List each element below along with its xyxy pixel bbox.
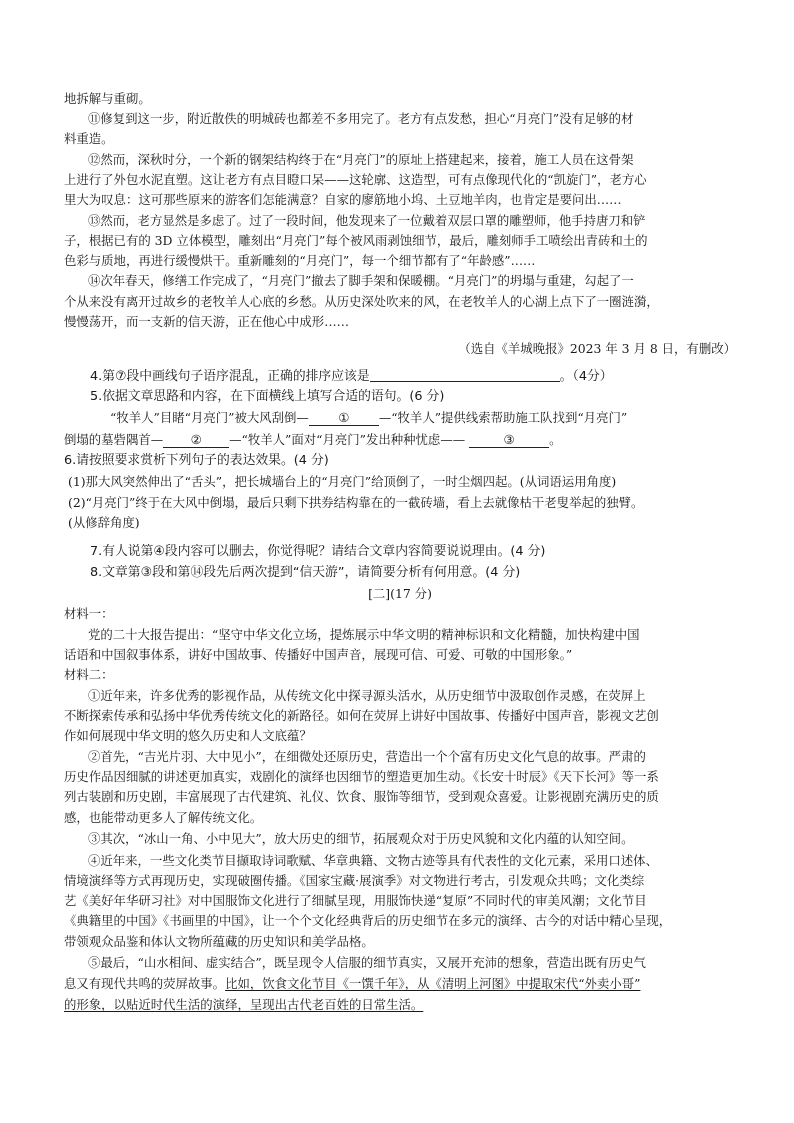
material-2-line: 带领观众品鉴和体认文物所蕴藏的历史知识和美学品格。 — [64, 934, 374, 949]
question-5-part-d: —“牧羊人”面对“月亮门”发出种种忧虑—— — [229, 432, 466, 447]
passage-source: （选自《羊城晚报》2023 年 3 月 8 日，有删改） — [458, 341, 736, 356]
question-6-sentence-2: (2)“月亮门”终于在大风中倒塌，最后只剩下拱券结构靠在的一截砖墙，看上去就像枯干老叟举起的独臂。 — [68, 495, 644, 510]
passage-para-12: ⑫然而，深秋时分，一个新的钢架结构终于在“月亮门”的原址上搭建起来，接着，施工人员在这骨架 — [88, 152, 634, 167]
answer-blank-5-3[interactable]: ③ — [469, 433, 549, 448]
material-2-para-2: ②首先，“吉光片羽、大中见小”，在细微处还原历史，营造出一个个富有历史文化气息的故事。严肃的 — [88, 749, 646, 764]
material-2-line: 感，也能带动更多人了解传统文化。 — [64, 810, 263, 825]
material-1-text: 话语和中国叙事体系，讲好中国故事、传播好中国声音，展现可信、可爱、可敬的中国形象。” — [64, 647, 573, 662]
question-4-points: 。（4分） — [559, 369, 613, 384]
question-5-end: 。 — [549, 432, 562, 447]
material-1-text: 党的二十大报告提出：“坚守中华文化立场，提炼展示中华文明的精神标识和文化精髓，加快构建中国 — [88, 627, 640, 642]
material-2-line: 《典籍里的中国》《书画里的中国》，让一个个文化经典背后的历史细节在多元的演绎、古今的对话中精心呈现， — [64, 913, 672, 928]
passage-line: 子，根据已有的 3D 立体模型，雕刻出“月亮门”每个被风雨剥蚀细节，最后，雕刻师手工喷绘出青砖和土的 — [64, 233, 648, 248]
material-2-line: 历史作品因细腻的讲述更加真实，戏剧化的演绎也因细节的塑造更加生动。《长安十时辰》《天下长河》等一系 — [64, 769, 659, 784]
question-5-part-b: —“牧羊人”提供线索帮助施工队找到“月亮门” — [378, 410, 628, 425]
material-2-text: 息又有现代共鸣的荧屏故事。 — [64, 976, 226, 991]
material-2-para-5: ⑤最后，“山水相间、虚实结合”，既呈现令人信服的细节真实，又展开充沛的想象，营造出既有历史气 — [88, 955, 646, 970]
answer-blank-4[interactable] — [370, 368, 560, 382]
material-2-line: 不断探索传承和弘扬中华优秀传统文化的新路径。如何在荧屏上讲好中国故事、传播好中国声音，影视文艺创 — [64, 708, 659, 723]
question-6-sentence-1: (1)那大风突然伸出了“舌头”，把长城墙台上的“月亮门”给顶倒了，一时尘烟四起。(从词语运用角度) — [68, 474, 617, 489]
material-2-para-4: ④近年来，一些文化类节目撷取诗词歌赋、华章典籍、文物古迹等具有代表性的文化元素，采用口述体、 — [88, 853, 658, 868]
material-1-label: 材料一： — [64, 606, 114, 621]
question-6: 6.请按照要求赏析下列句子的表达效果。(4 分) — [64, 453, 329, 468]
passage-line: 上进行了外包水泥直塑。这让老方有点目瞪口呆——这轮廓、这造型，可有点像现代化的“凯旋门”，老方心 — [64, 172, 647, 187]
material-2-para-1: ①近年来，许多优秀的影视作品，从传统文化中探寻源头活水，从历史细节中汲取创作灵感，在荧屏上 — [88, 688, 646, 703]
question-6-angle: (从修辞角度) — [68, 515, 140, 530]
passage-line: 料重造。 — [64, 131, 114, 146]
underlined-sentence: 的形象，以贴近时代生活的演绎，呈现出古代老百姓的日常生活。 — [64, 997, 424, 1012]
answer-blank-5-1[interactable]: ① — [309, 411, 379, 426]
material-2-line: 作如何展现中华文明的悠久历史和人文底蕴？ — [64, 728, 312, 743]
passage-para-11: ⑪修复到这一步，附近散佚的明城砖也都差不多用完了。老方有点发愁，担心“月亮门”没有足够的材 — [88, 111, 634, 126]
material-2-line: 情境演绎等方式再现历史，实现破圈传播。《国家宝藏·展演季》对文物进行考古，引发观众共鸣；文化类综 — [64, 873, 645, 888]
material-2-line — [64, 976, 736, 992]
section-heading: [二](17 分) — [368, 586, 432, 601]
question-5-line-1 — [110, 410, 736, 426]
answer-blank-5-2[interactable]: ② — [163, 433, 229, 448]
material-2-label: 材料二： — [64, 667, 114, 682]
passage-para-13: ⑬然而，老方显然是多虑了。过了一段时间，他发现来了一位戴着双层口罩的雕塑师，他手持唐刀和铲 — [88, 213, 646, 228]
question-4 — [90, 368, 736, 385]
question-5-part-a: “牧羊人”目睹“月亮门”被大风刮倒— — [110, 410, 309, 425]
passage-para-14: ⑭次年春天，修缮工作完成了，“月亮门”撤去了脚手架和保暖棚。“月亮门”的坍塌与重建，勾起了一 — [88, 273, 634, 288]
material-2-para-3: ③其次，“冰山一角、小中见大”，放大历史的细节，拓展观众对于历史风貌和文化内蕴的认知空间。 — [88, 831, 634, 846]
question-5-line-2 — [64, 432, 736, 448]
question-4-text: 4.第⑦段中画线句子语序混乱，正确的排序应该是 — [90, 369, 370, 384]
passage-line: 个从来没有离开过故乡的老牧羊人心底的乡愁。从历史深处吹来的风，在老牧羊人的心湖上点下了一圈涟漪， — [64, 294, 659, 309]
material-2-line: 艺《美好年华研习社》对中国服饰文化进行了细腻呈现，用服饰快递“复原”不同时代的审美风潮；文化节目 — [64, 893, 647, 908]
question-7: 7.有人说第④段内容可以删去，你觉得呢？请结合文章内容简要说说理由。(4 分) — [90, 544, 546, 559]
question-5-part-c: 倒塌的墓砦隅首— — [64, 432, 164, 447]
material-2-line — [64, 997, 736, 1013]
question-5: 5.依据文章思路和内容，在下面横线上填写合适的语句。(6 分) — [90, 389, 445, 404]
material-2-line: 列古装剧和历史剧，丰富展现了古代建筑、礼仪、饮食、服饰等细节，受到观众喜爱。让影视剧充满历史的质 — [64, 789, 659, 804]
passage-line: 地拆解与重砌。 — [64, 91, 151, 106]
passage-line: 色彩与质地，再进行缓慢烘干。重新雕刻的“月亮门”，每一个细节都有了“年龄感”…… — [64, 253, 536, 268]
underlined-sentence: 比如，饮食文化节目《一馔千年》，从《清明上河图》中提取宋代“外卖小哥” — [225, 976, 641, 991]
passage-line: 里大为叹息：这可那些原来的游客们怎能满意？自家的廖筋地小坞、土豆地羊肉，也肯定是要问出…… — [64, 192, 622, 207]
passage-line: 慢慢荡开，而一支新的信天游，正在他心中成形…… — [64, 314, 349, 329]
question-8: 8.文章第③段和第⑭段先后两次提到“信天游”，请简要分析有何用意。(4 分) — [90, 565, 521, 580]
